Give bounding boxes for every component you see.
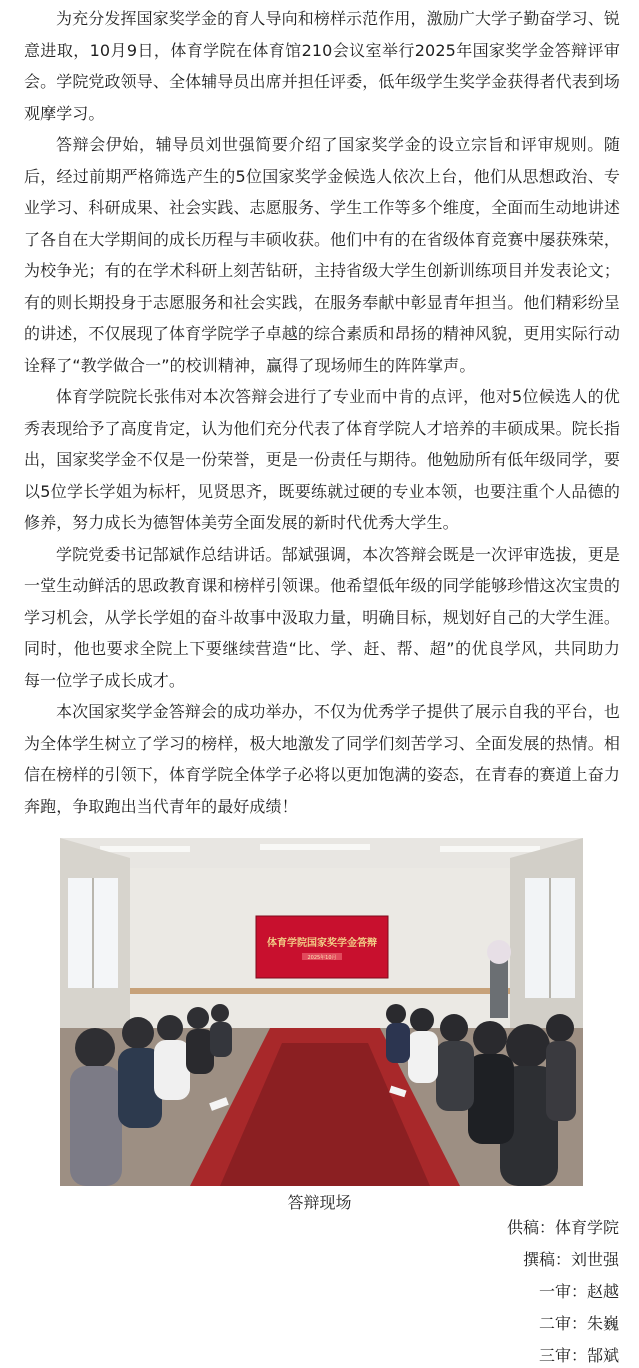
credit-writer: 撰稿：刘世强: [522, 1250, 619, 1269]
credit-review-1: 一审：赵越: [538, 1282, 619, 1301]
paragraph-3: 体育学院院长张伟对本次答辩会进行了专业而中肯的点评，他对5位候选人的优秀表现给予了高度肯定，认为他们充分代表了体育学院人才培养的丰硕成果。院长指出，国家奖学金不仅是一份荣誉，更是一份责任与期待。他勉励所有低年级同学，要以5位学长学姐为标杆，见贤思齐，既要练就过硬的专业本领，也要注重个人品德的修养，努力成长为德智体美劳全面发展的新时代优秀大学生。: [24, 387, 620, 532]
photo-caption: 答辩现场: [287, 1193, 352, 1212]
meeting-photo: [60, 838, 583, 1186]
screen-title: 体育学院国家奖学金答辩: [267, 938, 377, 949]
credit-source: 供稿：体育学院: [506, 1218, 619, 1237]
paragraph-5: 本次国家奖学金答辩会的成功举办，不仅为优秀学子提供了展示自我的平台，也为全体学生树立了学习的榜样，极大地激发了同学们刻苦学习、全面发展的热情。相信在榜样的引领下，体育学院全体学子必将以更加饱满的姿态，在青春的赛道上奋力奔跑，争取跑出当代青年的最好成绩！: [24, 702, 620, 816]
paragraph-1: 为充分发挥国家奖学金的育人导向和榜样示范作用，激励广大学子勤奋学习、锐意进取，10月9日，体育学院在体育馆210会议室举行2025年国家奖学金答辩评审会。学院党政领导、全体辅导员出席并担任评委，低年级学生奖学金获得者代表到场观摩学习。: [24, 9, 620, 123]
paragraph-4: 学院党委书记郜斌作总结讲话。郜斌强调，本次答辩会既是一次评审选拔，更是一堂生动鲜活的思政教育课和榜样引领课。他希望低年级的同学能够珍惜这次宝贵的学习机会，从学长学姐的奋斗故事中汲取力量，明确目标，规划好自己的大学生涯。同时，他也要求全院上下要继续营造“比、学、赶、帮、超”的优良学风，共同助力每一位学子成长成才。: [24, 544, 620, 690]
screen-subtitle: 2025年10月: [307, 955, 337, 961]
credit-review-3: 三审：郜斌: [538, 1346, 619, 1365]
article-body: [24, 0, 620, 822]
credit-review-2: 二审：朱巍: [538, 1314, 619, 1333]
meeting-photo-illustration: [60, 838, 583, 1186]
paragraph-2: 答辩会伊始，辅导员刘世强简要介绍了国家奖学金的设立宗旨和评审规则。随后，经过前期严格筛选产生的5位国家奖学金候选人依次上台，他们从思想政治、专业学习、科研成果、社会实践、志愿服务、学生工作等多个维度，全面而生动地讲述了各自在大学期间的成长历程与丰硕收获。他们中有的在省级体育竞赛中屡获殊荣，为校争光；有的在学术科研上刻苦钻研，主持省级大学生创新训练项目并发表论文；有的则长期投身于志愿服务和社会实践，在服务奉献中彰显青年担当。他们精彩纷呈的讲述，不仅展现了体育学院学子卓越的综合素质和昂扬的精神风貌，更用实际行动诠释了“教学做合一”的校训精神，赢得了现场师生的阵阵掌声。: [24, 135, 620, 375]
